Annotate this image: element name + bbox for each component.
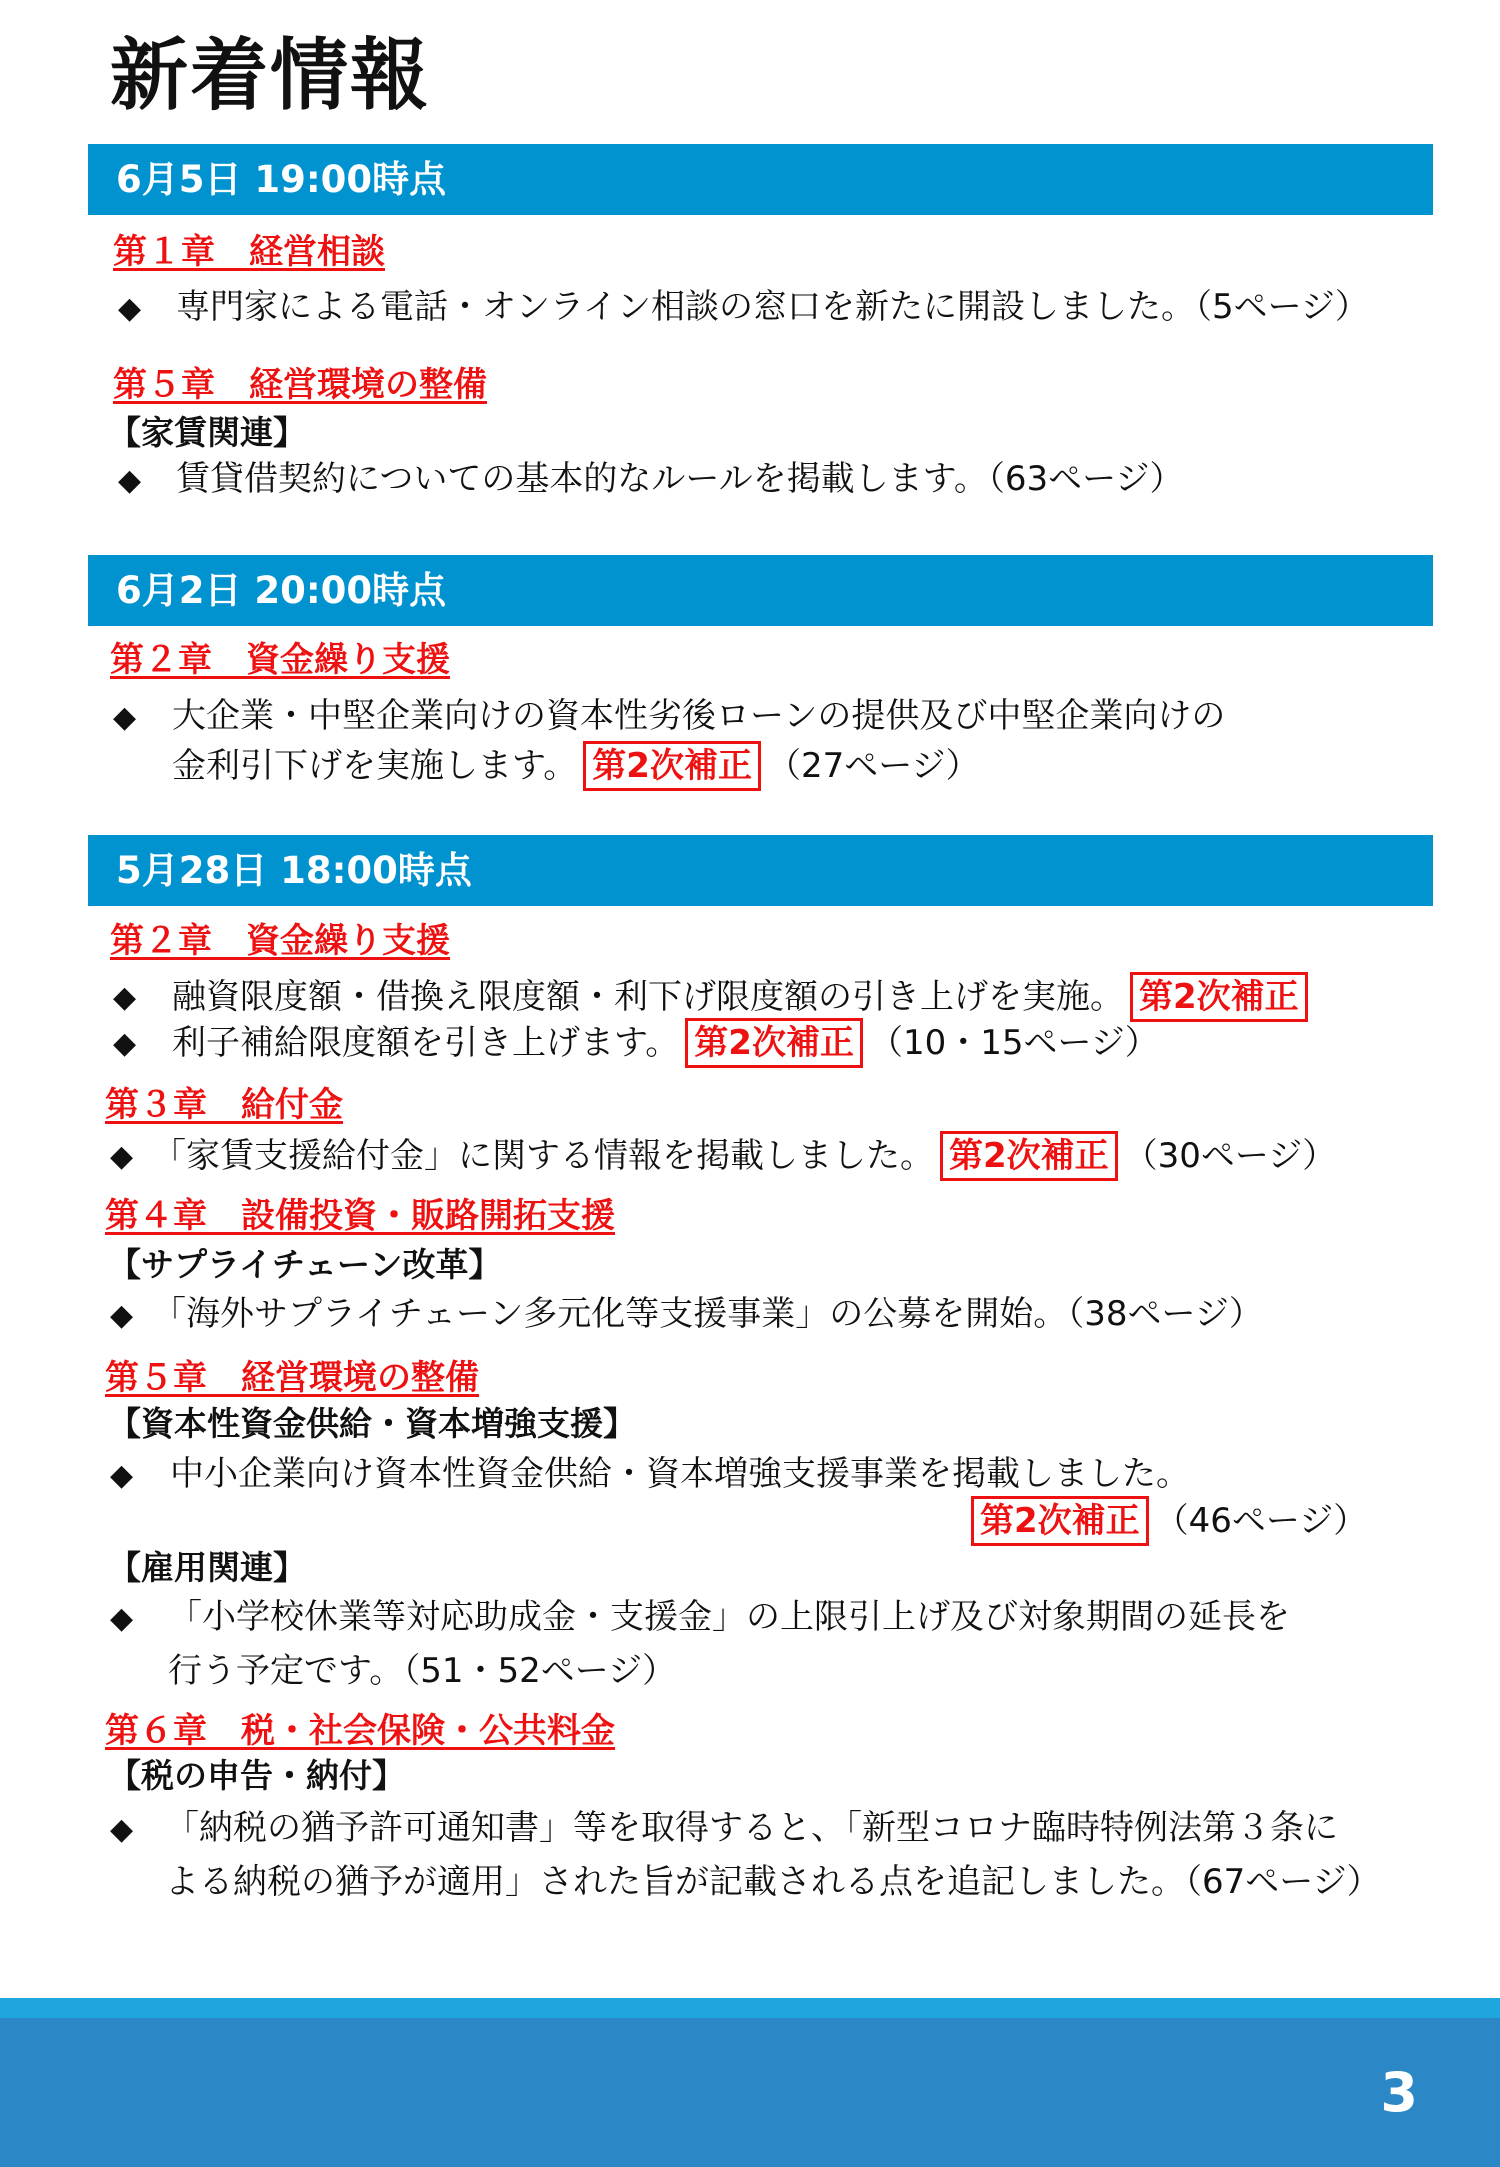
page-number: 3	[1380, 2061, 1418, 2124]
second-supplementary-budget-badge: 第2次補正	[940, 1131, 1118, 1181]
diamond-bullet-icon: ◆	[118, 463, 142, 498]
section-header-may28: 5月28日 18:00時点	[88, 835, 1433, 906]
update-item	[152, 1131, 1336, 1181]
second-supplementary-budget-badge: 第2次補正	[971, 1496, 1149, 1546]
subsection-label: 【サプライチェーン改革】	[108, 1245, 502, 1284]
update-item-line: 「小学校休業等対応助成金・支援金」の上限引上げ及び対象期間の延長を	[168, 1597, 1290, 1637]
second-supplementary-budget-badge: 第2次補正	[1130, 972, 1308, 1022]
second-supplementary-budget-badge: 第2次補正	[685, 1018, 863, 1068]
second-supplementary-budget-badge: 第2次補正	[583, 741, 761, 791]
page-reference: （10・15ページ）	[868, 1023, 1159, 1063]
update-item: 賃貸借契約についての基本的なルールを掲載します。（63ページ）	[176, 459, 1184, 499]
diamond-bullet-icon: ◆	[113, 700, 137, 735]
page-reference: （27ページ）	[766, 746, 980, 786]
chapter-heading: 第４章 設備投資・販路開拓支援	[105, 1196, 615, 1236]
update-item-line: 大企業・中堅企業向けの資本性劣後ローンの提供及び中堅企業向けの	[172, 696, 1226, 736]
item-text: 「家賃支援給付金」に関する情報を掲載しました。	[152, 1136, 934, 1176]
chapter-heading: 第５章 経営環境の整備	[113, 365, 487, 405]
subsection-label: 【雇用関連】	[108, 1548, 306, 1587]
footer-band	[0, 2018, 1500, 2167]
subsection-label: 【税の申告・納付】	[108, 1756, 405, 1795]
item-text: 金利引下げを実施します。	[172, 746, 578, 786]
update-item: 中小企業向け資本性資金供給・資本増強支援事業を掲載しました。	[170, 1454, 1190, 1494]
update-item	[172, 972, 1314, 1022]
footer-accent-strip	[0, 1998, 1500, 2018]
chapter-heading: 第３章 給付金	[105, 1085, 343, 1125]
update-item-line: よる納税の猶予が適用」された旨が記載される点を追記しました。（67ページ）	[165, 1862, 1381, 1902]
chapter-heading: 第６章 税・社会保険・公共料金	[105, 1711, 615, 1751]
page-reference: （46ページ）	[1154, 1501, 1368, 1541]
item-text: 融資限度額・借換え限度額・利下げ限度額の引き上げを実施。	[172, 977, 1124, 1017]
update-item: 専門家による電話・オンライン相談の窓口を新たに開設しました。（5ページ）	[176, 287, 1369, 327]
subsection-label: 【家賃関連】	[108, 413, 306, 452]
diamond-bullet-icon: ◆	[110, 1139, 134, 1174]
chapter-heading: 第２章 資金繰り支援	[110, 921, 450, 961]
diamond-bullet-icon: ◆	[110, 1298, 134, 1333]
chapter-heading: 第１章 経営相談	[113, 232, 385, 272]
diamond-bullet-icon: ◆	[110, 1601, 134, 1636]
section-header-jun2: 6月2日 20:00時点	[88, 555, 1433, 626]
section-header-jun5: 6月5日 19:00時点	[88, 144, 1433, 215]
diamond-bullet-icon: ◆	[113, 1026, 137, 1061]
subsection-label: 【資本性資金供給・資本増強支援】	[108, 1404, 636, 1443]
update-item-line: 行う予定です。（51・52ページ）	[168, 1651, 677, 1691]
update-item: 「海外サプライチェーン多元化等支援事業」の公募を開始。（38ページ）	[152, 1294, 1263, 1334]
chapter-heading: 第２章 資金繰り支援	[110, 640, 450, 680]
page-title: 新着情報	[110, 31, 431, 121]
update-item	[172, 1018, 1159, 1068]
diamond-bullet-icon: ◆	[118, 291, 142, 326]
update-item-continuation	[971, 1496, 1367, 1546]
diamond-bullet-icon: ◆	[110, 1812, 134, 1847]
diamond-bullet-icon: ◆	[110, 1458, 134, 1493]
diamond-bullet-icon: ◆	[113, 980, 137, 1015]
page-reference: （30ページ）	[1123, 1136, 1337, 1176]
update-item-line	[172, 741, 980, 791]
chapter-heading: 第５章 経営環境の整備	[105, 1358, 479, 1398]
update-item-line: 「納税の猶予許可通知書」等を取得すると、「新型コロナ臨時特例法第３条に	[165, 1808, 1338, 1848]
item-text: 利子補給限度額を引き上げます。	[172, 1023, 680, 1063]
